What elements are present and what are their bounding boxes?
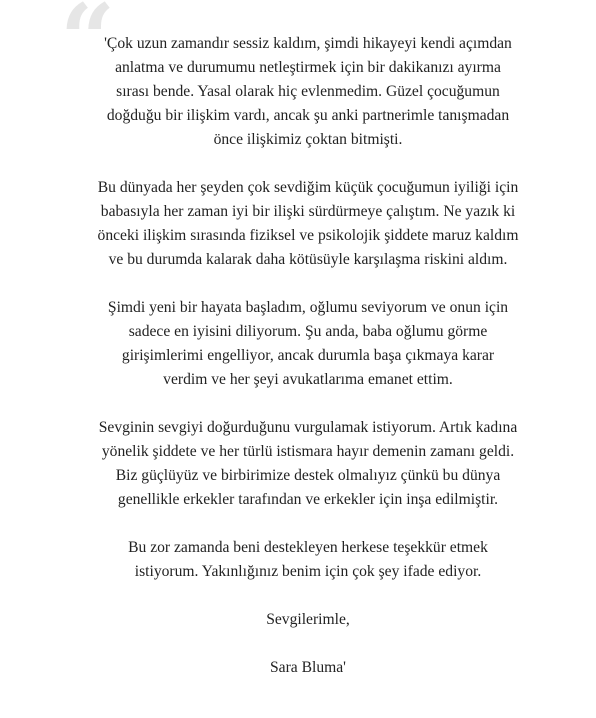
text-line: sırası bende. Yasal olarak hiç evlenmedim. Güzel çocuğumun xyxy=(116,83,500,100)
text-line: önce ilişkimiz çoktan bitmişti. xyxy=(213,131,403,148)
text-line: Sevgilerimle, xyxy=(266,611,350,628)
paragraph-2 xyxy=(70,176,546,272)
text-line: yönelik şiddete ve her türlü istismara hayır demenin zamanı geldi. xyxy=(101,443,515,460)
paragraph-5 xyxy=(70,536,546,584)
left-double-quote-icon: “ xyxy=(60,0,116,96)
text-line: ve bu durumda kalarak daha kötüsüyle karşılaşma riskini aldım. xyxy=(108,251,508,268)
text-line: 'Çok uzun zamandır sessiz kaldım, şimdi hikayeyi kendi açımdan xyxy=(104,35,512,52)
text-line: babasıyla her zaman iyi bir ilişki sürdürmeye çalıştım. Ne yazık ki xyxy=(100,203,516,220)
text-line: anlatma ve durumumu netleştirmek için bir dakikanızı ayırma xyxy=(115,59,501,76)
text-line: sadece en iyisini diliyorum. Şu anda, baba oğlumu görme xyxy=(128,323,488,340)
text-line: Bu dünyada her şeyden çok sevdiğim küçük çocuğumun iyiliği için xyxy=(97,179,519,196)
paragraph-3 xyxy=(70,296,546,392)
signature xyxy=(70,656,546,680)
text-line: istiyorum. Yakınlığınız benim için çok şey ifade ediyor. xyxy=(134,563,482,580)
text-line: önceki ilişkim sırasında fiziksel ve psikolojik şiddete maruz kaldım xyxy=(97,227,519,244)
text-line: Şimdi yeni bir hayata başladım, oğlumu seviyorum ve onun için xyxy=(107,299,509,316)
text-line: doğduğu bir ilişkim vardı, ancak şu anki partnerimle tanışmadan xyxy=(106,107,510,124)
text-line: Sevginin sevgiyi doğurduğunu vurgulamak istiyorum. Artık kadına xyxy=(98,419,518,436)
text-line: genellikle erkekler tarafından ve erkekler için inşa edilmiştir. xyxy=(117,491,499,508)
text-line: girişimlerimi engelliyor, ancak durumla başa çıkmaya karar xyxy=(121,347,495,364)
closing-line xyxy=(70,608,546,632)
text-line: Biz güçlüyüz ve birbirimize destek olmalıyız çünkü bu dünya xyxy=(115,467,501,484)
text-line: verdim ve her şeyi avukatlarıma emanet ettim. xyxy=(163,371,453,388)
text-line: Sara Bluma' xyxy=(270,659,346,676)
paragraph-4 xyxy=(70,416,546,512)
paragraph-1 xyxy=(70,32,546,152)
quote-body xyxy=(70,32,546,704)
text-line: Bu zor zamanda beni destekleyen herkese teşekkür etmek xyxy=(128,539,488,556)
